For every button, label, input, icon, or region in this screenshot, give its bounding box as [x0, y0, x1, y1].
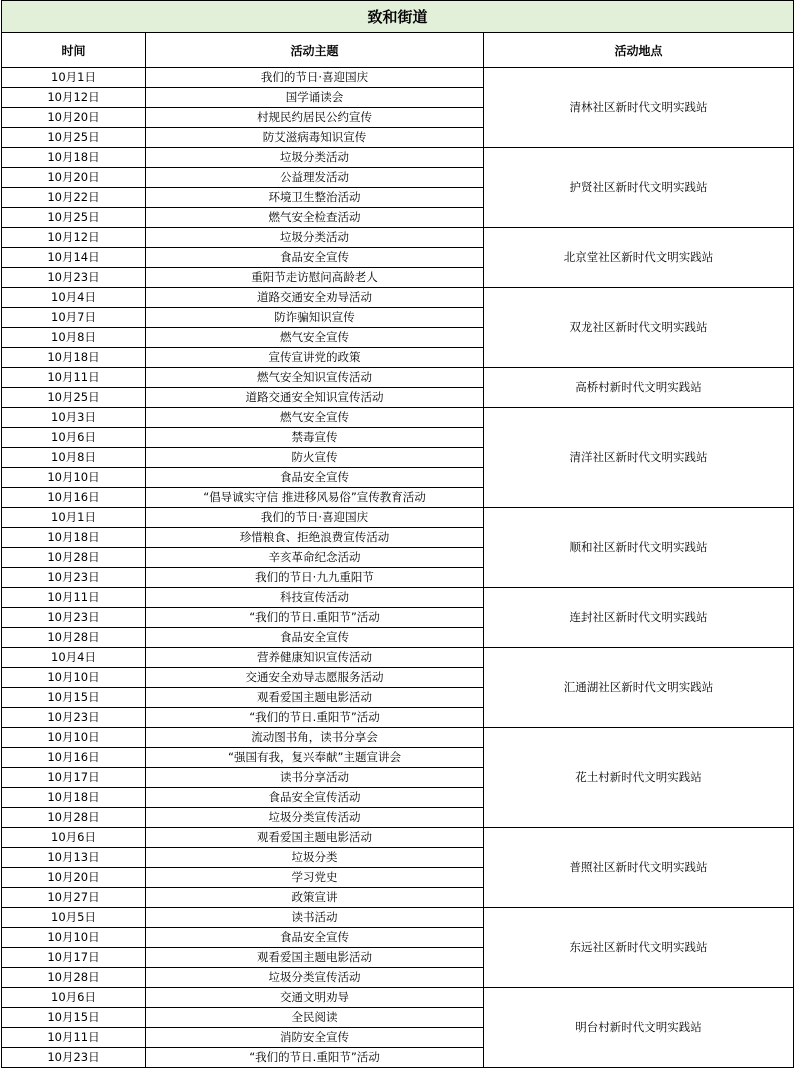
table-row — [2, 508, 794, 528]
date-cell: 10月18日 — [2, 148, 146, 168]
theme-cell: 公益理发活动 — [146, 168, 484, 188]
theme-cell: 学习党史 — [146, 868, 484, 888]
date-cell: 10月8日 — [2, 328, 146, 348]
table-row — [2, 368, 794, 388]
location-cell: 东远社区新时代文明实践站 — [484, 908, 794, 988]
theme-cell: 辛亥革命纪念活动 — [146, 548, 484, 568]
location-cell: 双龙社区新时代文明实践站 — [484, 288, 794, 368]
table-row — [2, 648, 794, 668]
theme-cell: 食品安全宣传 — [146, 628, 484, 648]
date-cell: 10月18日 — [2, 788, 146, 808]
theme-cell: 流动图书角，读书分享会 — [146, 728, 484, 748]
date-cell: 10月16日 — [2, 748, 146, 768]
date-cell: 10月13日 — [2, 848, 146, 868]
table-body — [2, 68, 794, 1068]
date-cell: 10月23日 — [2, 568, 146, 588]
location-cell: 顺和社区新时代文明实践站 — [484, 508, 794, 588]
theme-cell: 科技宣传活动 — [146, 588, 484, 608]
theme-cell: 垃圾分类 — [146, 848, 484, 868]
theme-cell: 禁毒宣传 — [146, 428, 484, 448]
theme-cell: 消防安全宣传 — [146, 1028, 484, 1048]
date-cell: 10月20日 — [2, 868, 146, 888]
date-cell: 10月6日 — [2, 988, 146, 1008]
table-row — [2, 728, 794, 748]
date-cell: 10月1日 — [2, 68, 146, 88]
activity-table — [1, 0, 794, 1068]
theme-cell: 观看爱国主题电影活动 — [146, 948, 484, 968]
date-cell: 10月17日 — [2, 948, 146, 968]
date-cell: 10月18日 — [2, 348, 146, 368]
theme-cell: 垃圾分类宣传活动 — [146, 968, 484, 988]
date-cell: 10月15日 — [2, 1008, 146, 1028]
date-cell: 10月5日 — [2, 908, 146, 928]
theme-cell: 读书活动 — [146, 908, 484, 928]
date-cell: 10月11日 — [2, 588, 146, 608]
date-cell: 10月28日 — [2, 628, 146, 648]
theme-cell: 食品安全宣传 — [146, 468, 484, 488]
date-cell: 10月6日 — [2, 828, 146, 848]
date-cell: 10月4日 — [2, 288, 146, 308]
location-cell: 清洋社区新时代文明实践站 — [484, 408, 794, 508]
theme-cell: 我们的节日·喜迎国庆 — [146, 68, 484, 88]
theme-cell: 防艾滋病毒知识宣传 — [146, 128, 484, 148]
header-time: 时间 — [2, 33, 146, 68]
date-cell: 10月11日 — [2, 368, 146, 388]
date-cell: 10月23日 — [2, 708, 146, 728]
theme-cell: 燃气安全检查活动 — [146, 208, 484, 228]
date-cell: 10月7日 — [2, 308, 146, 328]
table-row — [2, 988, 794, 1008]
theme-cell: 燃气安全宣传 — [146, 408, 484, 428]
date-cell: 10月10日 — [2, 668, 146, 688]
location-cell: 护贤社区新时代文明实践站 — [484, 148, 794, 228]
theme-cell: 读书分享活动 — [146, 768, 484, 788]
theme-cell: 观看爱国主题电影活动 — [146, 688, 484, 708]
date-cell: 10月11日 — [2, 1028, 146, 1048]
theme-cell: “我们的节日.重阳节”活动 — [146, 608, 484, 628]
theme-cell: 我们的节日·喜迎国庆 — [146, 508, 484, 528]
date-cell: 10月17日 — [2, 768, 146, 788]
table-row — [2, 228, 794, 248]
theme-cell: 重阳节走访慰问高龄老人 — [146, 268, 484, 288]
date-cell: 10月28日 — [2, 808, 146, 828]
location-cell: 北京堂社区新时代文明实践站 — [484, 228, 794, 288]
theme-cell: “强国有我，复兴奉献”主题宣讲会 — [146, 748, 484, 768]
date-cell: 10月23日 — [2, 608, 146, 628]
location-cell: 汇通湖社区新时代文明实践站 — [484, 648, 794, 728]
date-cell: 10月16日 — [2, 488, 146, 508]
theme-cell: 政策宣讲 — [146, 888, 484, 908]
table-row — [2, 288, 794, 308]
theme-cell: 营养健康知识宣传活动 — [146, 648, 484, 668]
date-cell: 10月25日 — [2, 208, 146, 228]
theme-cell: 防诈骗知识宣传 — [146, 308, 484, 328]
date-cell: 10月22日 — [2, 188, 146, 208]
theme-cell: “我们的节日.重阳节”活动 — [146, 1048, 484, 1068]
theme-cell: 道路交通安全劝导活动 — [146, 288, 484, 308]
date-cell: 10月25日 — [2, 388, 146, 408]
date-cell: 10月23日 — [2, 1048, 146, 1068]
date-cell: 10月1日 — [2, 508, 146, 528]
location-cell: 明台村新时代文明实践站 — [484, 988, 794, 1068]
table-row — [2, 908, 794, 928]
date-cell: 10月4日 — [2, 648, 146, 668]
theme-cell: 国学诵读会 — [146, 88, 484, 108]
theme-cell: 宣传宣讲党的政策 — [146, 348, 484, 368]
date-cell: 10月10日 — [2, 468, 146, 488]
theme-cell: 防火宣传 — [146, 448, 484, 468]
date-cell: 10月10日 — [2, 928, 146, 948]
date-cell: 10月12日 — [2, 88, 146, 108]
theme-cell: 垃圾分类活动 — [146, 228, 484, 248]
table-row — [2, 68, 794, 88]
theme-cell: 食品安全宣传活动 — [146, 788, 484, 808]
header-location: 活动地点 — [484, 33, 794, 68]
date-cell: 10月12日 — [2, 228, 146, 248]
table-row — [2, 148, 794, 168]
theme-cell: 燃气安全宣传 — [146, 328, 484, 348]
header-theme: 活动主题 — [146, 33, 484, 68]
theme-cell: 珍惜粮食、拒绝浪费宣传活动 — [146, 528, 484, 548]
location-cell: 花土村新时代文明实践站 — [484, 728, 794, 828]
theme-cell: 交通文明劝导 — [146, 988, 484, 1008]
location-cell: 连封社区新时代文明实践站 — [484, 588, 794, 648]
location-cell: 高桥村新时代文明实践站 — [484, 368, 794, 408]
date-cell: 10月20日 — [2, 108, 146, 128]
date-cell: 10月18日 — [2, 528, 146, 548]
date-cell: 10月25日 — [2, 128, 146, 148]
theme-cell: 燃气安全知识宣传活动 — [146, 368, 484, 388]
date-cell: 10月6日 — [2, 428, 146, 448]
theme-cell: 我们的节日·九九重阳节 — [146, 568, 484, 588]
table-row — [2, 408, 794, 428]
date-cell: 10月10日 — [2, 728, 146, 748]
date-cell: 10月3日 — [2, 408, 146, 428]
date-cell: 10月14日 — [2, 248, 146, 268]
date-cell: 10月8日 — [2, 448, 146, 468]
theme-cell: 食品安全宣传 — [146, 928, 484, 948]
theme-cell: 垃圾分类宣传活动 — [146, 808, 484, 828]
date-cell: 10月28日 — [2, 548, 146, 568]
date-cell: 10月27日 — [2, 888, 146, 908]
table-row — [2, 828, 794, 848]
theme-cell: 垃圾分类活动 — [146, 148, 484, 168]
theme-cell: 环境卫生整治活动 — [146, 188, 484, 208]
date-cell: 10月23日 — [2, 268, 146, 288]
theme-cell: 全民阅读 — [146, 1008, 484, 1028]
theme-cell: 观看爱国主题电影活动 — [146, 828, 484, 848]
theme-cell: 道路交通安全知识宣传活动 — [146, 388, 484, 408]
table-title: 致和街道 — [2, 1, 794, 33]
date-cell: 10月28日 — [2, 968, 146, 988]
table-row — [2, 588, 794, 608]
theme-cell: 村规民约居民公约宣传 — [146, 108, 484, 128]
date-cell: 10月15日 — [2, 688, 146, 708]
theme-cell: 交通安全劝导志愿服务活动 — [146, 668, 484, 688]
theme-cell: 食品安全宣传 — [146, 248, 484, 268]
location-cell: 清林社区新时代文明实践站 — [484, 68, 794, 148]
date-cell: 10月20日 — [2, 168, 146, 188]
theme-cell: “我们的节日.重阳节”活动 — [146, 708, 484, 728]
theme-cell: “倡导诚实守信 推进移风易俗”宣传教育活动 — [146, 488, 484, 508]
location-cell: 普照社区新时代文明实践站 — [484, 828, 794, 908]
